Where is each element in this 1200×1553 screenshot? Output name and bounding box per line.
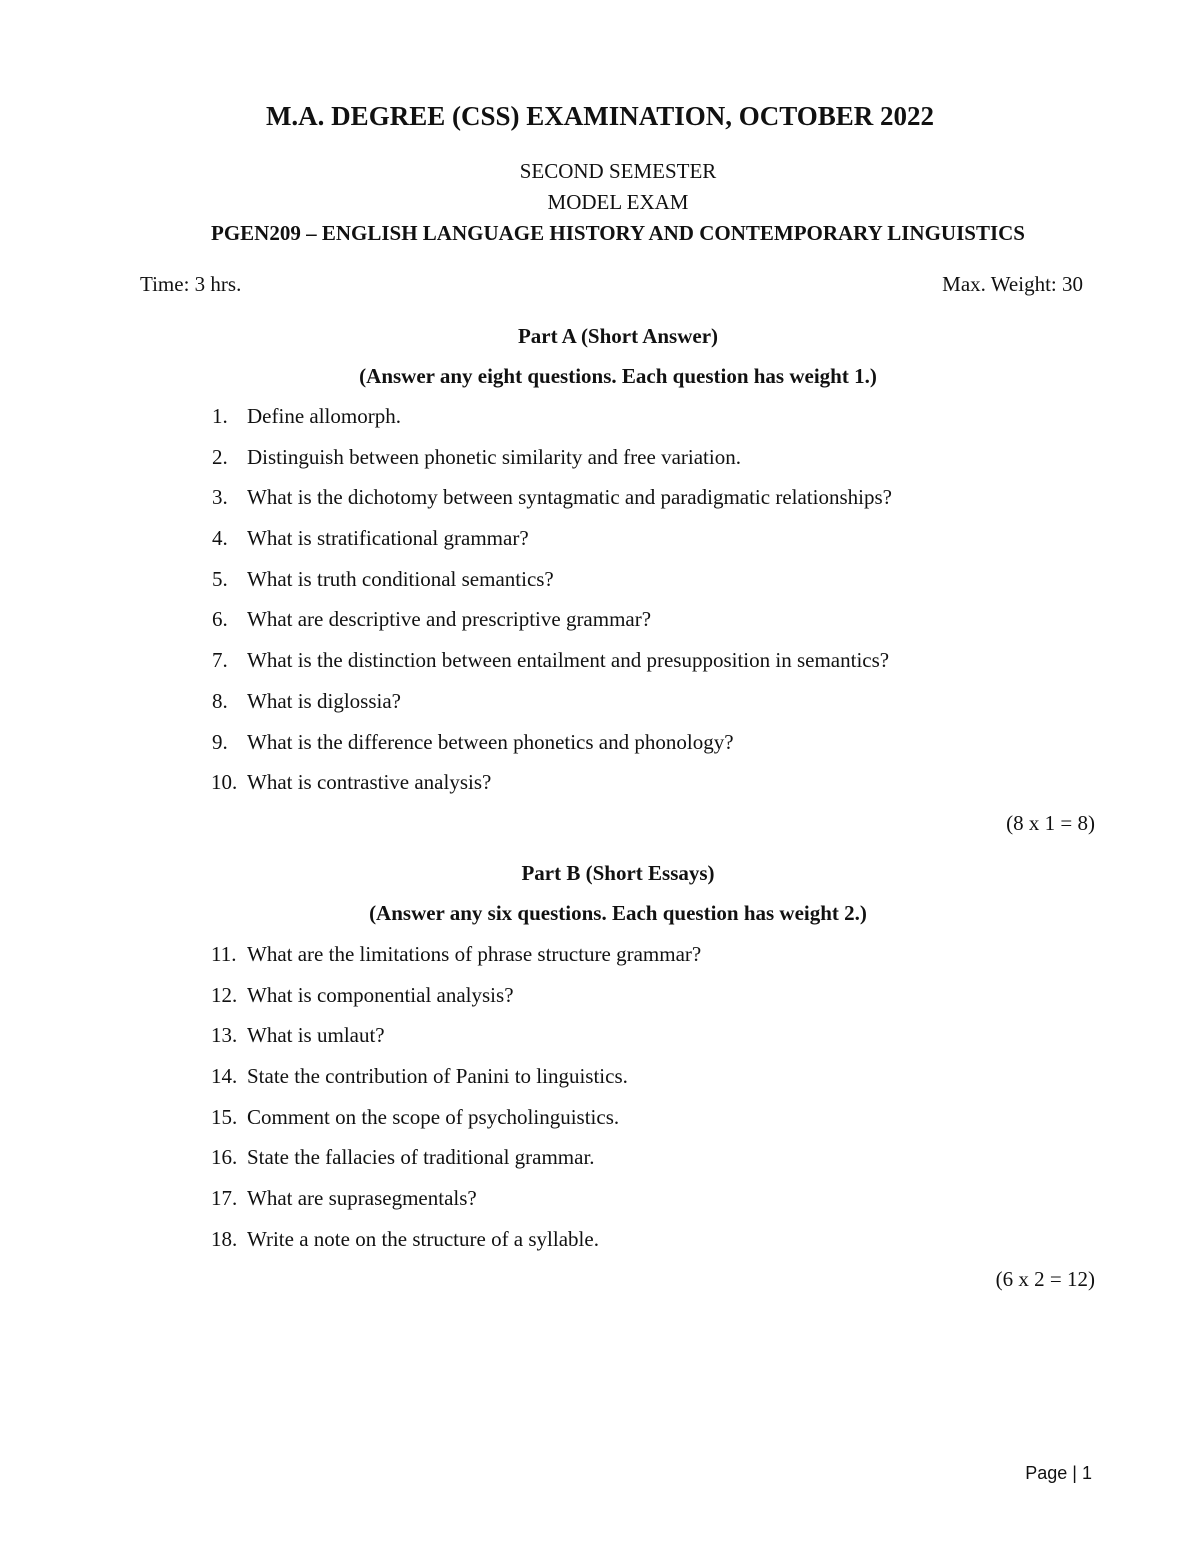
question-text: What is contrastive analysis? [247, 770, 492, 795]
question-number: 10. [211, 770, 238, 795]
question-number: 9. [212, 729, 228, 754]
question-number: 16. [211, 1145, 238, 1170]
question-number: 13. [211, 1023, 238, 1048]
question-number: 8. [212, 688, 228, 713]
question-text: State the contribution of Panini to linguistics. [247, 1064, 628, 1089]
question-text: What is the distinction between entailment and presupposition in semantics? [247, 648, 890, 673]
question-number: 2. [212, 444, 228, 469]
question-text: Distinguish between phonetic similarity and free variation. [247, 444, 741, 469]
question-text: What are suprasegmentals? [247, 1186, 477, 1211]
question-number: 4. [212, 526, 228, 551]
question-item [0, 646, 1200, 687]
part-b-instruction: (Answer any six questions. Each question has weight 2.) [369, 901, 867, 925]
question-item [0, 728, 1200, 769]
question-text: What are the limitations of phrase structure grammar? [247, 942, 702, 966]
question-item [0, 687, 1200, 728]
question-item [0, 524, 1200, 565]
question-item [0, 981, 1200, 1022]
semester-label: SECOND SEMESTER [519, 159, 717, 183]
question-text: What is umlaut? [247, 1023, 385, 1048]
question-text: What is componential analysis? [247, 982, 514, 1007]
question-text: Comment on the scope of psycholinguistics. [247, 1104, 620, 1129]
part-b-question-list [0, 940, 1200, 1266]
part-a-instruction: (Answer any eight questions. Each question has weight 1.) [359, 364, 877, 388]
question-text: What is diglossia? [247, 688, 401, 713]
question-item [0, 565, 1200, 606]
question-text: State the fallacies of traditional grammar. [247, 1145, 595, 1170]
page-number-footer: Page | 1 [1025, 1463, 1092, 1483]
question-text: Write a note on the structure of a syllable. [247, 1226, 599, 1251]
part-a-heading: Part A (Short Answer) [517, 324, 719, 348]
question-number: 3. [212, 485, 228, 510]
question-item [0, 1021, 1200, 1062]
question-number: 12. [211, 982, 238, 1007]
question-item [0, 1143, 1200, 1184]
question-item [0, 1184, 1200, 1225]
max-weight-label: Max. Weight: 30 [942, 272, 1083, 296]
question-item [0, 1225, 1200, 1266]
question-text: What is stratificational grammar? [247, 526, 529, 551]
course-title: PGEN209 – ENGLISH LANGUAGE HISTORY AND CONTEMPORARY LINGUISTICS [211, 221, 1025, 245]
question-number: 5. [212, 566, 228, 591]
part-b-summary: (6 x 2 = 12) [995, 1267, 1095, 1291]
question-text: Define allomorph. [247, 404, 401, 428]
question-item [0, 768, 1200, 809]
exam-title: M.A. DEGREE (CSS) EXAMINATION, OCTOBER 2022 [265, 101, 935, 131]
question-number: 17. [211, 1186, 238, 1211]
question-item [0, 940, 1200, 981]
question-number: 6. [212, 607, 228, 632]
question-number: 11. [211, 942, 237, 966]
part-a-question-list [0, 402, 1200, 809]
question-item [0, 1062, 1200, 1103]
question-text: What are descriptive and prescriptive grammar? [247, 607, 652, 632]
part-b-heading: Part B (Short Essays) [521, 861, 715, 885]
question-item [0, 483, 1200, 524]
part-a-summary: (8 x 1 = 8) [1006, 811, 1095, 835]
question-item [0, 605, 1200, 646]
question-number: 18. [211, 1226, 238, 1251]
question-text: What is the dichotomy between syntagmatic and paradigmatic relationships? [247, 485, 892, 510]
question-number: 14. [211, 1064, 238, 1089]
question-number: 1. [212, 404, 228, 428]
question-text: What is the difference between phonetics and phonology? [247, 729, 734, 754]
question-item [0, 402, 1200, 443]
exam-type-label: MODEL EXAM [547, 190, 689, 214]
question-number: 7. [212, 648, 228, 673]
question-text: What is truth conditional semantics? [247, 566, 554, 591]
question-item [0, 443, 1200, 484]
time-label: Time: 3 hrs. [140, 272, 242, 296]
question-number: 15. [211, 1104, 238, 1129]
question-item [0, 1103, 1200, 1144]
